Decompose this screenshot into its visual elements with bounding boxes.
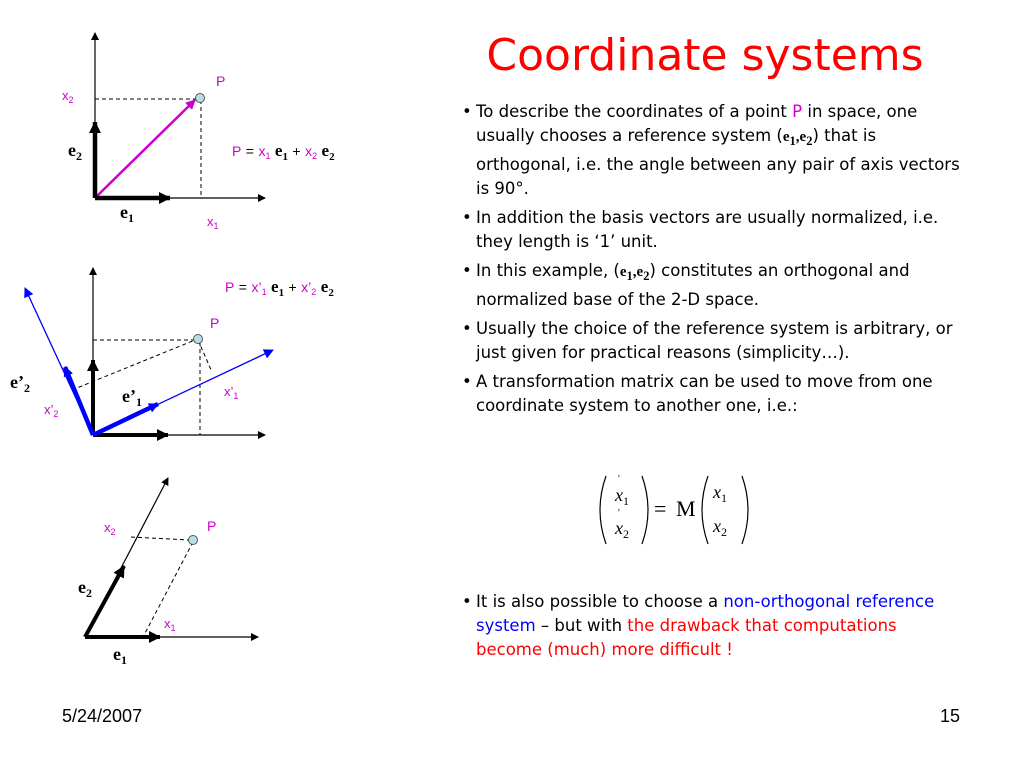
bullet-1-basis: $e_1,e_2$ xyxy=(782,129,813,148)
d2-label-e2p: $e’_2$ xyxy=(10,372,30,395)
d1-label-x1: $x_1$ xyxy=(207,214,219,231)
slide-title: Coordinate systems xyxy=(486,30,924,81)
d3-point-p xyxy=(189,536,198,545)
d2-label-e1p: $e’_1$ xyxy=(122,386,142,409)
d3-e2-arrow xyxy=(85,566,124,637)
bullet-6 xyxy=(460,590,960,662)
bullet-4: • Usually the choice of the reference system is arbitrary, or just given for practical reasons (simplicity…). xyxy=(460,317,960,365)
bullet-1-text-c: ) that is orthogonal, i.e. the angle between any pair of axis vectors is 90°. xyxy=(476,126,960,198)
svg-text:x1: $x_1$ xyxy=(713,482,727,505)
diagram-1 xyxy=(62,33,335,231)
diagram-2 xyxy=(10,268,334,435)
d1-equation: P = $x_1$ $e_1$ + $x_2$ $e_2$ xyxy=(232,141,335,163)
svg-text:x1: $x_1$ xyxy=(615,485,629,508)
d3-label-e1: $e_1$ xyxy=(113,644,127,667)
diagram-3 xyxy=(78,478,258,667)
d3-label-e2: $e_2$ xyxy=(78,577,92,600)
d3-label-x1: $x_1$ xyxy=(164,616,176,633)
bullet-1-text-b: in space, one usually chooses a reference system ( xyxy=(476,102,918,145)
d2-point-p xyxy=(194,335,203,344)
footer-date: 5/24/2007 xyxy=(62,706,143,726)
transformation-equation xyxy=(590,470,760,550)
bullet-3-basis: $e_1,e_2$ xyxy=(619,264,650,283)
d1-label-x2: $x_2$ xyxy=(62,88,74,105)
d2-label-x1p: $x’_1$ xyxy=(224,384,239,401)
d1-vector-p xyxy=(95,100,195,198)
svg-text:M: M xyxy=(676,496,696,521)
bullet-list xyxy=(460,100,960,423)
d3-label-p: P xyxy=(207,518,217,534)
bullet-1-point: P xyxy=(792,102,803,121)
d1-label-p: P xyxy=(216,73,226,89)
coordinate-diagrams xyxy=(0,0,460,700)
bullet-list-2 xyxy=(460,590,960,662)
bullet-3-text-b: ) constitutes an orthogonal and normalized base of the 2-D space. xyxy=(476,261,910,309)
bullet-6-blue: non-orthogonal reference system xyxy=(476,592,935,635)
d1-point-p xyxy=(196,94,205,103)
d1-label-e1: $e_1$ xyxy=(120,202,134,225)
bullet-1 xyxy=(460,100,960,201)
svg-text:x2: $x_2$ xyxy=(615,518,629,541)
bullet-3 xyxy=(460,259,960,312)
bullet-3-text-a: In this example, ( xyxy=(476,261,620,280)
d1-label-e2: $e_2$ xyxy=(68,140,82,163)
bullet-6-text-b: – but with xyxy=(535,616,628,635)
svg-text:x2: $x_2$ xyxy=(713,516,727,539)
bullet-2: • In addition the basis vectors are usually normalized, i.e. they length is ‘1’ unit. xyxy=(460,206,960,254)
svg-text:': ' xyxy=(618,508,620,519)
bullet-5: • A transformation matrix can be used to move from one coordinate system to another one, i.e.: xyxy=(460,370,960,418)
bullet-6-red: the drawback that computations become (much) more difficult ! xyxy=(476,616,897,659)
d3-dash-top xyxy=(131,537,190,540)
d2-label-p: P xyxy=(210,315,220,331)
d2-e2p-arrow xyxy=(65,367,93,435)
d2-label-x2p: $x’_2$ xyxy=(44,402,59,419)
footer-page-number: 15 xyxy=(940,706,961,726)
d2-dash-x2p xyxy=(72,340,195,390)
svg-text:': ' xyxy=(618,474,620,485)
d2-equation: P = $x’_1$ $e_1$ + $x’_2$ $e_2$ xyxy=(225,277,334,299)
bullet-1-text-a: To describe the coordinates of a point xyxy=(476,102,793,121)
d2-e1p-arrow xyxy=(93,404,158,435)
bullet-6-text-a: It is also possible to choose a xyxy=(476,592,724,611)
svg-text:=: = xyxy=(654,496,667,521)
d3-label-x2: $x_2$ xyxy=(104,520,116,537)
